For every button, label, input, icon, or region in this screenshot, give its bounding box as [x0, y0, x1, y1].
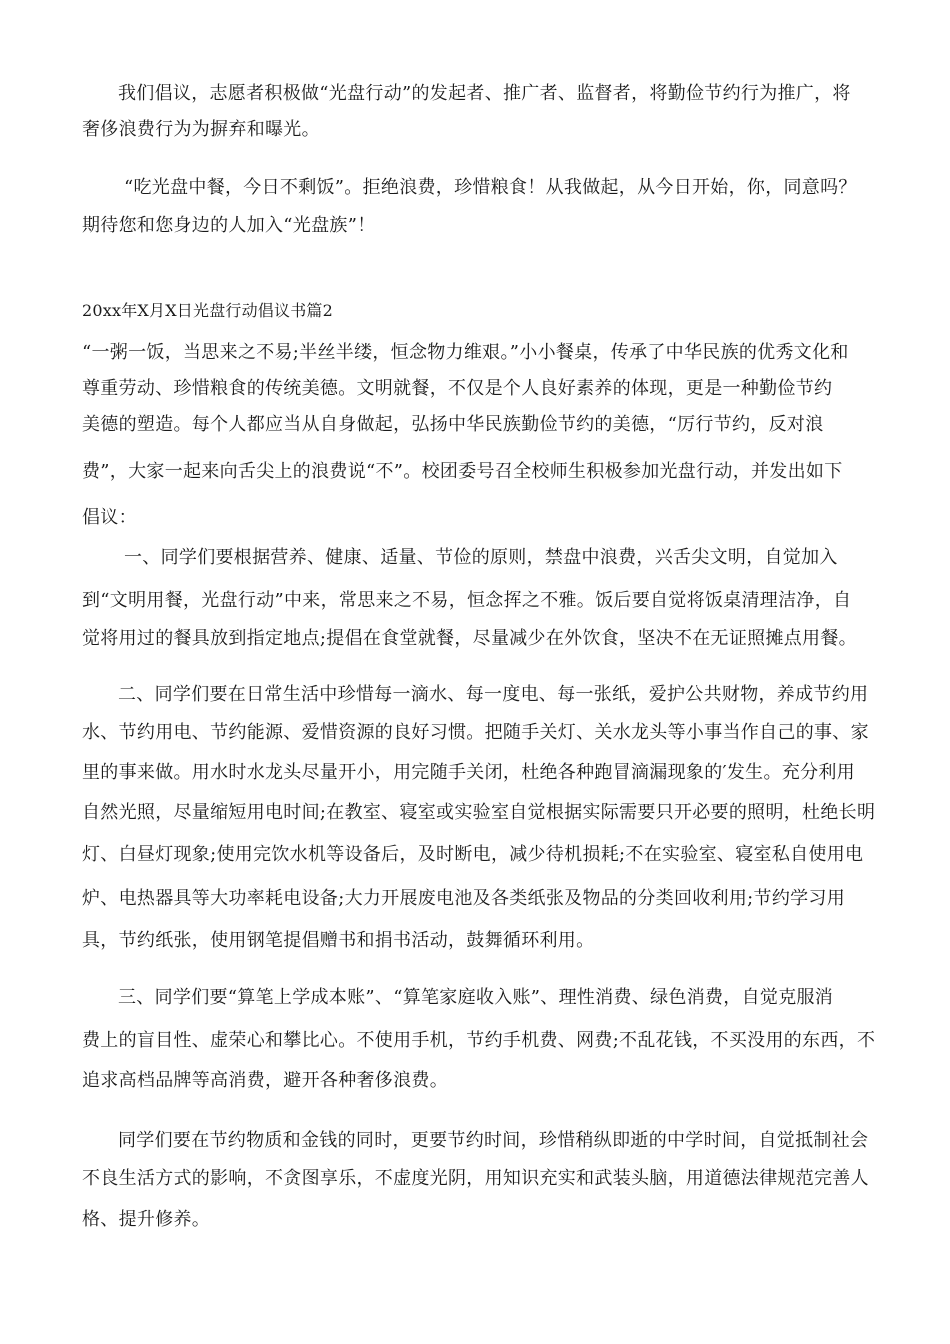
text-line: “一粥一饭，当思来之不易;半丝半缕，恒念物力维艰。”小小餐桌，传承了中华民族的优秀文化和 — [82, 342, 849, 363]
text-line: 期待您和您身边的人加入“光盘族”！ — [82, 215, 376, 236]
text-line: 自然光照，尽量缩短用电时间;在教室、寝室或实验室自觉根据实际需要只开必要的照明，杜绝长明 — [82, 802, 876, 823]
text-line: 三、同学们要“算笔上学成本账”、“算笔家庭收入账”、理性消费、绿色消费，自觉克服消 — [118, 987, 834, 1008]
text-line: 到“文明用餐，光盘行动”中来，常思来之不易，恒念挥之不雅。饭后要自觉将饭桌清理洁净，自 — [82, 590, 852, 611]
text-line: 我们倡议，志愿者积极做“光盘行动”的发起者、推广者、监督者，将勤俭节约行为推广，将 — [118, 83, 851, 104]
text-line: 费上的盲目性、虚荣心和攀比心。不使用手机，节约手机费、网费;不乱花钱，不买没用的东西，不 — [82, 1030, 876, 1051]
text-line: 水、节约用电、节约能源、爱惜资源的良好习惯。把随手关灯、关水龙头等小事当作自己的事、家 — [82, 722, 869, 743]
text-line: 同学们要在节约物质和金钱的同时，更要节约时间，珍惜稍纵即逝的中学时间，自觉抵制社会 — [118, 1130, 869, 1151]
text-line: 觉将用过的餐具放到指定地点;提倡在食堂就餐，尽量减少在外饮食，坚决不在无证照摊点用餐。 — [82, 628, 857, 649]
text-line: 追求高档品牌等高消费，避开各种奢侈浪费。 — [82, 1070, 448, 1091]
text-line: 费”，大家一起来向舌尖上的浪费说“不”。校团委号召全校师生积极参加光盘行动，并发出如下 — [82, 461, 843, 482]
text-line: 里的事来做。用水时水龙头尽量开小，用完随手关闭，杜绝各种跑冒滴漏现象的′发生。充分利用 — [82, 762, 855, 783]
text-line: 尊重劳动、珍惜粮食的传统美德。文明就餐，不仅是个人良好素养的体现，更是一种勤俭节约 — [82, 378, 833, 399]
text-line: 倡议： — [82, 507, 137, 528]
text-line: 一、同学们要根据营养、健康、适量、节俭的原则，禁盘中浪费，兴舌尖文明，自觉加入 — [124, 547, 838, 568]
text-line: 二、同学们要在日常生活中珍惜每一滴水、每一度电、每一张纸，爱护公共财物，养成节约用 — [118, 684, 869, 705]
text-line: 美德的塑造。每个人都应当从自身做起，弘扬中华民族勤俭节约的美德，“厉行节约，反对浪 — [82, 414, 824, 435]
text-line: “吃光盘中餐，今日不剩饭”。拒绝浪费，珍惜粮食！从我做起，从今日开始，你，同意吗？ — [124, 177, 857, 198]
text-line: 奢侈浪费行为为摒弃和曝光。 — [82, 119, 320, 140]
text-line: 不良生活方式的影响，不贪图享乐，不虚度光阴，用知识充实和武装头脑，用道德法律规范完善人 — [82, 1168, 869, 1189]
text-line: 具，节约纸张，使用钢笔提倡赠书和捐书活动，鼓舞循环利用。 — [82, 930, 595, 951]
section-heading: 20xx年X月X日光盘行动倡议书篇2 — [82, 301, 333, 320]
text-line: 格、提升修养。 — [82, 1209, 211, 1230]
text-line: 炉、电热器具等大功率耗电设备;大力开展废电池及各类纸张及物品的分类回收利用;节约学习用 — [82, 888, 846, 909]
text-line: 灯、白昼灯现象;使用完饮水机等设备后，及时断电，减少待机损耗;不在实验室、寝室私自使用电 — [82, 844, 864, 865]
